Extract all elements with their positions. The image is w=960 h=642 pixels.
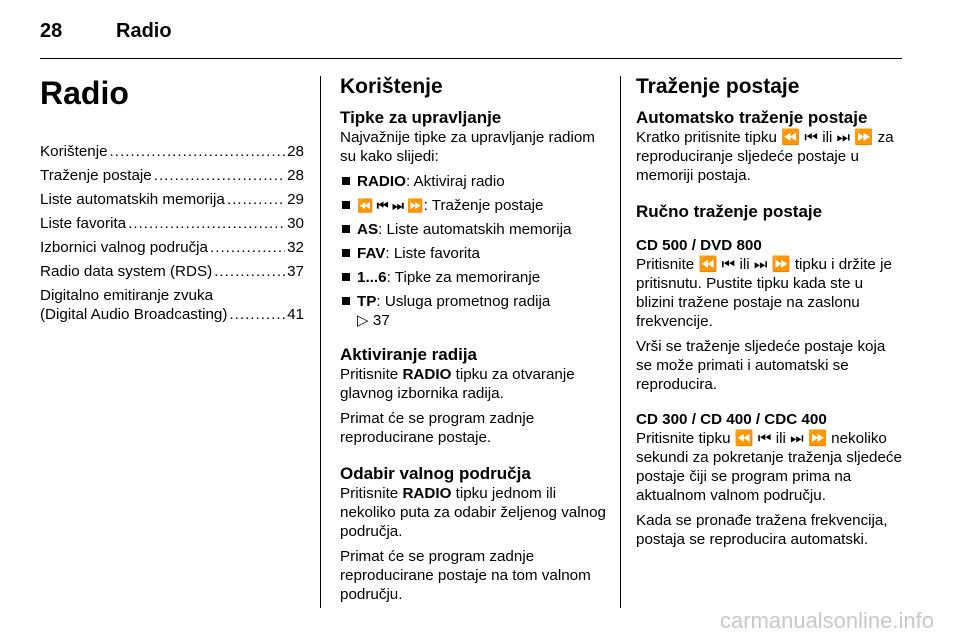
toc-leader	[214, 262, 285, 281]
bullet-square	[342, 201, 350, 209]
bullet-square	[342, 177, 350, 185]
paragraph: Primat će se program zadnje reproducirane postaje.	[340, 410, 535, 446]
page-number: 28	[40, 20, 63, 42]
toc-entry-text: Radio data system (RDS)	[40, 263, 213, 280]
paragraph: Primat će se program zadnje reproducirane postaje na tom valnom području.	[340, 548, 591, 603]
subheading-auto-search: Automatsko traženje postaje	[636, 108, 868, 127]
bullet-square	[342, 249, 350, 257]
toc-entry-page: 28	[287, 143, 304, 160]
paragraph: Pritisnite RADIO tipku za otvaranje glavnog izbornika radija.	[340, 366, 575, 402]
toc-entry[interactable]	[40, 142, 304, 161]
control-keys-intro: Najvažnije tipke za upravljanje radiom su kako slijedi:	[340, 129, 595, 165]
toc-leader	[110, 142, 286, 161]
toc-entry[interactable]	[40, 214, 304, 233]
list-item: ⏪ ⏮ ⏭ ⏩: Traženje postaje	[340, 196, 606, 215]
station-search-column	[636, 74, 904, 555]
model-heading-cd500: CD 500 / DVD 800	[636, 237, 762, 254]
subheading-control-keys: Tipke za upravljanje	[340, 108, 502, 127]
paragraph: Kratko pritisnite tipku ⏪ ⏮ ili ⏭ ⏩ za reproduciranje sljedeće postaje u memoriji postaja.	[636, 129, 894, 184]
bullet-square	[342, 225, 350, 233]
paragraph: Kada se pronađe tražena frekvencija, postaja se reproducira automatski.	[636, 512, 888, 548]
toc-entry-text: Izbornici valnog područja	[40, 239, 209, 256]
column-divider-1	[320, 76, 321, 608]
toc-leader	[128, 214, 285, 233]
toc-entry-page: 37	[287, 263, 304, 280]
toc-entry[interactable]	[40, 190, 304, 209]
chapter-title: Radio	[40, 75, 129, 111]
toc-leader	[227, 190, 285, 209]
subheading-select-band: Odabir valnog područja	[340, 464, 531, 483]
toc-entry-text-line2: (Digital Audio Broadcasting)	[40, 306, 228, 323]
model-heading-cd300: CD 300 / CD 400 / CDC 400	[636, 411, 827, 428]
subheading-activate-radio: Aktiviranje radija	[340, 345, 478, 364]
toc-entry-page: 32	[287, 239, 304, 256]
toc-column	[40, 74, 304, 324]
toc-entry-multiline[interactable]	[40, 286, 304, 324]
page-reference-link[interactable]: ▷ 37	[357, 312, 390, 329]
toc-entry-text: Traženje postaje	[40, 167, 152, 184]
toc-entry-text: Liste automatskih memorija	[40, 191, 225, 208]
toc-entry-page: 29	[287, 191, 304, 208]
usage-column	[340, 74, 606, 610]
list-item: FAV: Liste favorita	[340, 244, 606, 263]
paragraph: Pritisnite tipku ⏪ ⏮ ili ⏭ ⏩ nekoliko sekundi za pokretanje traženja sljedeće postaje čiji se program prima na aktualnom valnom području.	[636, 430, 902, 504]
section-heading-station-search: Traženje postaje	[636, 75, 800, 98]
header-divider	[40, 58, 902, 59]
section-title: Radio	[116, 20, 172, 42]
toc-entry[interactable]	[40, 238, 304, 257]
bullet-square	[342, 273, 350, 281]
toc-entry-page: 28	[287, 167, 304, 184]
list-item: AS: Liste automatskih memorija	[340, 220, 606, 239]
list-item: RADIO: Aktiviraj radio	[340, 172, 606, 191]
toc-leader	[154, 166, 285, 185]
toc-entry[interactable]	[40, 262, 304, 281]
paragraph: Pritisnite RADIO tipku jednom ili nekoliko puta za odabir željenog valnog područja.	[340, 485, 606, 540]
paragraph: Pritisnite ⏪ ⏮ ili ⏭ ⏩ tipku i držite je pritisnutu. Pustite tipku kada ste u blizini tražene postaje na zaslonu frekvencije.	[636, 256, 892, 330]
toc-entry[interactable]	[40, 166, 304, 185]
list-item: 1...6: Tipke za memoriranje	[340, 268, 606, 287]
list-item: TP: Usluga prometnog radija	[340, 292, 606, 311]
seek-buttons-icon: ⏪ ⏮ ⏭ ⏩	[357, 198, 424, 213]
toc-leader	[210, 238, 285, 257]
bullet-square	[342, 297, 350, 305]
subheading-manual-search: Ručno traženje postaje	[636, 202, 823, 221]
toc-entry-text: Korištenje	[40, 143, 108, 160]
section-heading-usage: Korištenje	[340, 75, 443, 98]
toc-entry-text-line1: Digitalno emitiranje zvuka	[40, 287, 214, 304]
toc-entry-text: Liste favorita	[40, 215, 127, 232]
toc-leader	[229, 305, 285, 324]
paragraph: Vrši se traženje sljedeće postaje koja se može primati i automatski se reproducira.	[636, 338, 886, 393]
toc-entry-page: 30	[287, 215, 304, 232]
toc-entry-page: 41	[287, 306, 304, 323]
column-divider-2	[620, 76, 621, 608]
watermark: carmanualsonline.info	[719, 608, 934, 633]
